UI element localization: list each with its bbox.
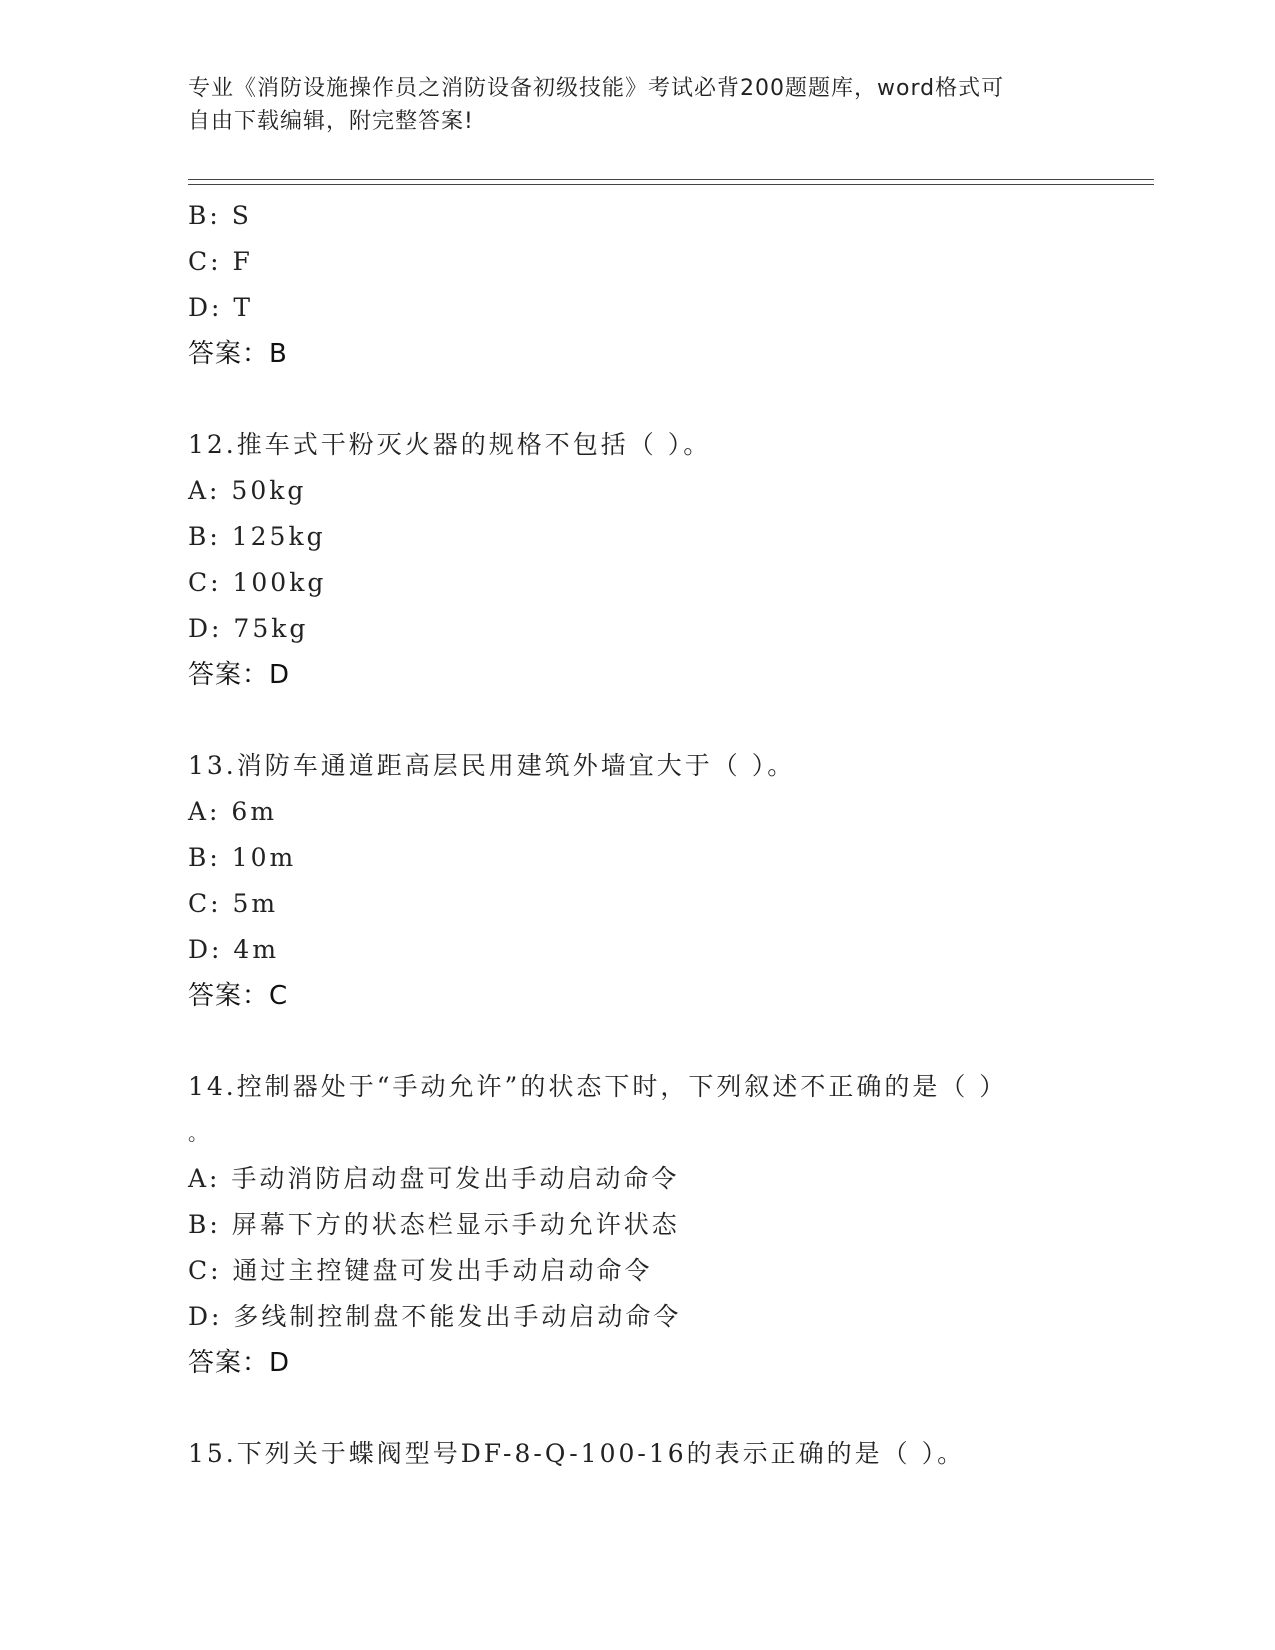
answer-line: 答案：D xyxy=(188,1348,291,1378)
header-divider-bottom xyxy=(188,184,1154,185)
header-line-2: 自由下载编辑，附完整答案! xyxy=(188,109,474,134)
option-b: B: 10m xyxy=(188,843,297,872)
question-stem-continuation: 。 xyxy=(188,1121,208,1145)
option-b: B: S xyxy=(188,201,252,230)
option-c: C: 通过主控键盘可发出手动启动命令 xyxy=(188,1256,653,1285)
option-b: B: 125kg xyxy=(188,522,326,551)
header-divider-top xyxy=(188,179,1154,180)
question-14 xyxy=(188,1064,1088,1386)
question-13 xyxy=(188,743,1088,1019)
question-stem: 14.控制器处于“手动允许”的状态下时，下列叙述不正确的是（ ） xyxy=(188,1072,1008,1101)
question-stem: 12.推车式干粉灭火器的规格不包括（ ）。 xyxy=(188,430,712,459)
question-spacer xyxy=(188,1019,1088,1064)
question-11-tail xyxy=(188,193,1088,377)
answer-line: 答案：B xyxy=(188,339,288,369)
option-d: D: 多线制控制盘不能发出手动启动命令 xyxy=(188,1302,682,1331)
option-c: C: F xyxy=(188,247,253,276)
option-a: A: 6m xyxy=(188,797,278,826)
option-c: C: 5m xyxy=(188,889,279,918)
question-stem: 13.消防车通道距高层民用建筑外墙宜大于（ ）。 xyxy=(188,751,796,780)
question-spacer xyxy=(188,698,1088,743)
option-c: C: 100kg xyxy=(188,568,327,597)
header-line-1: 专业《消防设施操作员之消防设备初级技能》考试必背200题题库，word格式可 xyxy=(188,76,1005,101)
option-b: B: 屏幕下方的状态栏显示手动允许状态 xyxy=(188,1210,680,1239)
document-header xyxy=(188,72,1088,138)
option-d: D: T xyxy=(188,293,254,322)
question-12 xyxy=(188,422,1088,698)
question-15 xyxy=(188,1431,1088,1477)
answer-line: 答案：D xyxy=(188,660,291,690)
answer-line: 答案：C xyxy=(188,981,289,1011)
option-d: D: 4m xyxy=(188,935,280,964)
question-spacer xyxy=(188,377,1088,422)
option-a: A: 50kg xyxy=(188,476,307,505)
option-d: D: 75kg xyxy=(188,614,309,643)
question-list xyxy=(188,193,1088,1477)
question-spacer xyxy=(188,1386,1088,1431)
question-stem: 15.下列关于蝶阀型号DF-8-Q-100-16的表示正确的是（ ）。 xyxy=(188,1439,966,1468)
option-a: A: 手动消防启动盘可发出手动启动命令 xyxy=(188,1164,680,1193)
